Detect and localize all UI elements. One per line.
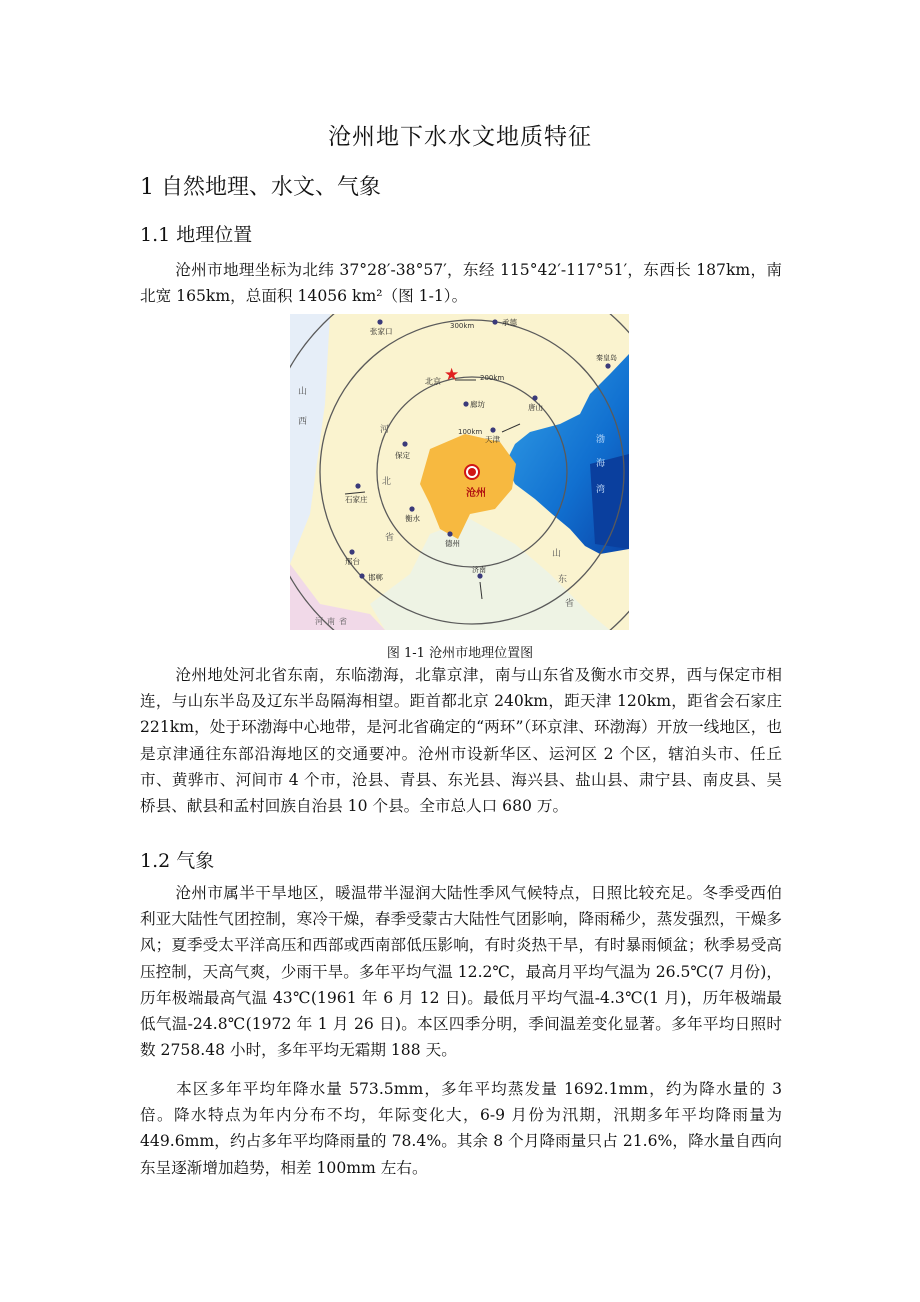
city-tangshan: 唐山 <box>528 403 543 412</box>
capital-label: 北京 <box>425 377 441 386</box>
province-label: 西 <box>298 417 308 427</box>
cangzhou-marker-dot <box>468 468 476 476</box>
city-jinan: 济南 <box>472 566 486 574</box>
ring-label-300: 300km <box>450 322 475 330</box>
capital-star-icon: ★ <box>444 365 460 385</box>
city-handan: 邯郸 <box>368 573 383 582</box>
ring-label-100: 100km <box>458 428 483 436</box>
sea-label: 渤 <box>596 435 606 445</box>
province-label: 山 <box>552 549 562 559</box>
city-qinhuangdao: 秦皇岛 <box>596 354 617 362</box>
location-map <box>290 314 629 630</box>
paragraph-location-description: 沧州地处河北省东南，东临渤海，北靠京津，南与山东省及衡水市交界，西与保定市相连，与山东半岛及辽东半岛隔海相望。距首都北京 240km，距天津 120km，距省会石家庄 221km，处于环渤海中心地带，是河北省确定的“两环”（环京津、环渤海）开放一线地区，也是京津通往东部沿海地区的交通要冲。沧州市设新华区、运河区 2 个区，辖泊头市、任丘市、黄骅市、河间市 4 个市，沧县、青县、东光县、海兴县、盐山县、肃宁县、南皮县、吴桥县、献县和孟村回族自治县 10 个县。全市总人口 680 万。 <box>140 666 782 816</box>
city-zhangjiakou: 张家口 <box>370 327 393 336</box>
province-label: 东 <box>558 575 568 585</box>
figure-caption: 图 1-1 沧州市地理位置图 <box>386 646 534 661</box>
section-heading-1: 1 自然地理、水文、气象 <box>140 175 381 200</box>
province-label: 河 <box>315 617 323 626</box>
city-dezhou: 德州 <box>445 539 460 548</box>
city-hengshui: 衡水 <box>405 514 420 523</box>
province-label: 省 <box>385 533 395 543</box>
section-heading-1-1: 1.1 地理位置 <box>140 224 253 246</box>
province-label: 南 <box>327 617 335 626</box>
cangzhou-label: 沧州 <box>466 488 486 499</box>
city-tianjin: 天津 <box>485 435 500 444</box>
province-label: 北 <box>382 477 392 487</box>
paragraph-precipitation: 本区多年平均年降水量 573.5mm，多年平均蒸发量 1692.1mm，约为降水量的 3 倍。降水特点为年内分布不均，年际变化大，6-9 月份为汛期，汛期多年平均降雨量为 449.6mm，约占多年平均降雨量的 78.4%。其余 8 个月降雨量只占 21.6%，降水量自西向东呈逐渐增加趋势，相差 100mm 左右。 <box>140 1080 782 1177</box>
province-label: 河 <box>380 425 390 435</box>
location-map-figure <box>290 314 629 630</box>
province-label: 山 <box>298 387 308 397</box>
section-heading-1-2: 1.2 气象 <box>140 850 215 872</box>
paragraph-location-coordinates: 沧州市地理坐标为北纬 37°28′-38°57′，东经 115°42′-117°51′，东西长 187km，南北宽 165km，总面积 14056 km²（图 1-1）。 <box>140 261 782 306</box>
province-label: 省 <box>339 617 347 626</box>
paragraph-climate: 沧州市属半干旱地区，暖温带半湿润大陆性季风气候特点，日照比较充足。冬季受西伯利亚大陆性气团控制，寒冷干燥，春季受蒙古大陆性气团影响，降雨稀少，蒸发强烈，干燥多风；夏季受太平洋高压和西部或西南部低压影响，有时炎热干旱，有时暴雨倾盆；秋季易受高压控制，天高气爽，少雨干旱。多年平均气温 12.2℃，最高月平均气温为 26.5℃(7 月份)，历年极端最高气温 43℃(1961 年 6 月 12 日)。最低月平均气温-4.3℃(1 月)，历年极端最低气温-24.8℃(1972 年 1 月 26 日)。本区四季分明，季间温差变化显著。多年平均日照时数 2758.48 小时，多年平均无霜期 188 天。 <box>140 884 782 1060</box>
page-title: 沧州地下水水文地质特征 <box>328 124 592 150</box>
ring-label-200: 200km <box>480 374 505 382</box>
city-langfang: 廊坊 <box>470 400 485 409</box>
sea-label: 海 <box>596 459 606 469</box>
city-xingtai: 邢台 <box>345 557 360 566</box>
city-baoding: 保定 <box>395 451 410 460</box>
province-label: 省 <box>565 599 575 609</box>
city-shijiazhuang: 石家庄 <box>345 495 368 504</box>
city-chengde: 承德 <box>502 318 517 327</box>
sea-label: 湾 <box>596 485 606 495</box>
